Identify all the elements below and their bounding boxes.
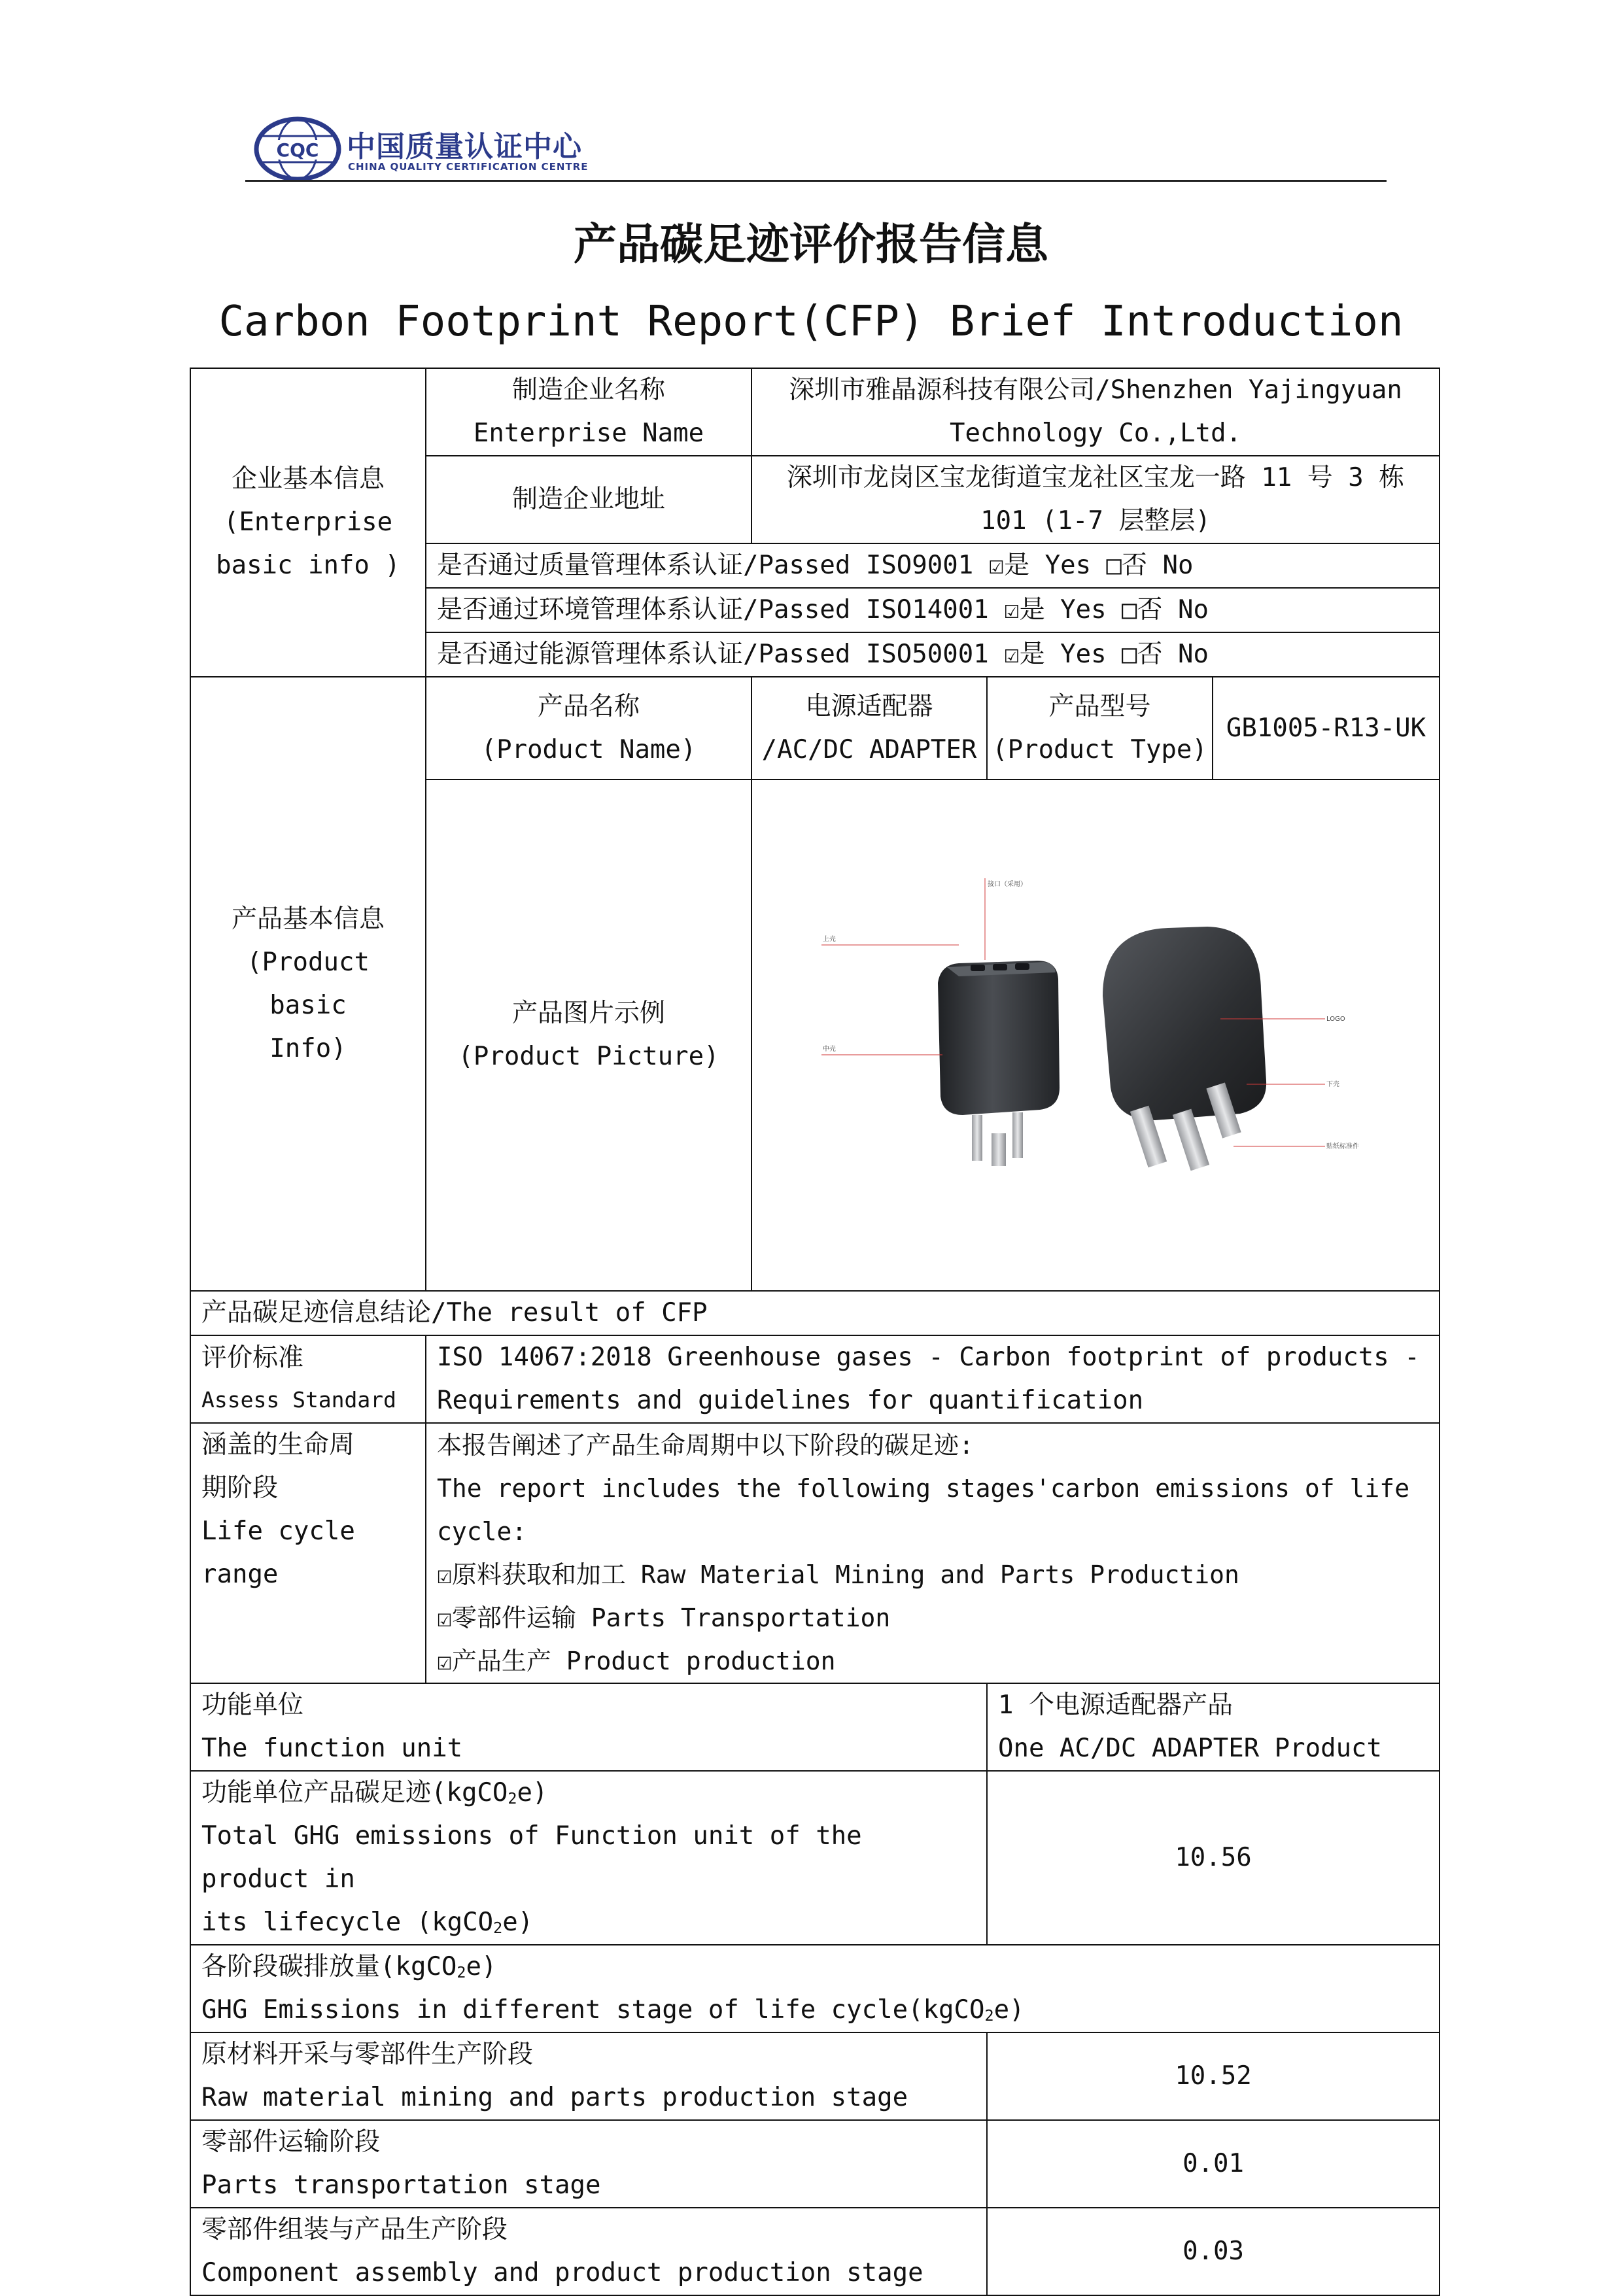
stage-production-value: 0.03: [987, 2208, 1440, 2295]
adapter-back-view: [1103, 927, 1266, 1171]
assess-standard-label: 评价标准 Assess Standard: [190, 1335, 426, 1423]
table-row: [190, 2032, 1440, 2120]
product-type-label: 产品型号 (Product Type): [987, 677, 1213, 780]
table-row: [190, 2120, 1440, 2208]
product-section-label: 产品基本信息 (Product basic Info): [190, 677, 426, 1291]
logo-name-cn: 中国质量认证中心: [347, 130, 582, 163]
enterprise-section-label: 企业基本信息 (Enterprise basic info ): [190, 368, 426, 677]
lifecycle-range-value: 本报告阐述了产品生命周期中以下阶段的碳足迹: The report includes the following stages'carbon emissions of life cycle: ☑原料获取和加工 Raw Material Mining and Parts Production ☑零部件运输 Parts Transportation ☑产品生产 Product production: [426, 1423, 1440, 1683]
function-unit-label: 功能单位 The function unit: [190, 1683, 987, 1771]
product-name-value: 电源适配器 /AC/DC ADAPTER: [751, 677, 987, 780]
adapter-product-image: [763, 780, 1440, 1290]
svg-text:CQC: CQC: [276, 139, 319, 161]
enterprise-address-value: 深圳市龙岗区宝龙街道宝龙社区宝龙一路 11 号 3 栋 101 (1-7 层整层): [751, 456, 1440, 543]
callout-label: 贴纸标准件: [1326, 1143, 1360, 1150]
stage-transport-label: 零部件运输阶段 Parts transportation stage: [190, 2120, 987, 2208]
iso9001-status: 是否通过质量管理体系认证/Passed ISO9001 ☑是 Yes □否 No: [426, 543, 1440, 588]
callout-middle-shell: 中壳: [823, 1046, 837, 1053]
total-ghg-label: 功能单位产品碳足迹(kgCO$_2$e) Total GHG emissions of Function unit of the product in its lifecycle (kgCO$_2$e): [190, 1771, 987, 1945]
table-row: [190, 1423, 1440, 1683]
cfp-report-table: [190, 368, 1440, 2296]
product-type-value: GB1005-R13-UK: [1213, 677, 1440, 780]
lifecycle-stage-item: ☑原料获取和加工 Raw Material Mining and Parts Production: [437, 1560, 1239, 1589]
page-title-cn: 产品碳足迹评价报告信息: [574, 218, 1048, 269]
product-name-label: 产品名称 (Product Name): [426, 677, 751, 780]
stage-production-label: 零部件组装与产品生产阶段 Component assembly and product production stage: [190, 2208, 987, 2295]
table-row: [190, 1771, 1440, 1945]
lifecycle-stage-item: ☑零部件运输 Parts Transportation: [437, 1603, 891, 1632]
stage-raw-material-value: 10.52: [987, 2032, 1440, 2120]
callout-lower-shell: 下壳: [1326, 1081, 1340, 1088]
table-row: [190, 1945, 1440, 2032]
product-picture-label: 产品图片示例 (Product Picture): [426, 780, 751, 1291]
lifecycle-stage-item: ☑产品生产 Product production: [437, 1647, 836, 1675]
callout-port: 接口（采用）: [988, 881, 1027, 888]
table-row: [190, 1335, 1440, 1423]
table-row: [190, 2208, 1440, 2295]
iso50001-status: 是否通过能源管理体系认证/Passed ISO50001 ☑是 Yes □否 No: [426, 632, 1440, 677]
stage-emissions-heading: 各阶段碳排放量(kgCO$_2$e) GHG Emissions in different stage of life cycle(kgCO$_2$e): [190, 1945, 1440, 2032]
cfp-result-heading: 产品碳足迹信息结论/The result of CFP: [190, 1291, 1440, 1335]
logo-name-en: CHINA QUALITY CERTIFICATION CENTRE: [348, 161, 589, 173]
enterprise-name-label: 制造企业名称 Enterprise Name: [426, 368, 751, 456]
enterprise-address-label: 制造企业地址: [426, 456, 751, 543]
picture-callouts: [821, 878, 1359, 1150]
lifecycle-range-label: 涵盖的生命周 期阶段 Life cycle range: [190, 1423, 426, 1683]
callout-logo: LOGO: [1326, 1016, 1345, 1023]
product-picture-cell: [751, 780, 1440, 1291]
header-divider: [245, 180, 1387, 182]
stage-transport-value: 0.01: [987, 2120, 1440, 2208]
table-row: [190, 368, 1440, 456]
iso14001-status: 是否通过环境管理体系认证/Passed ISO14001 ☑是 Yes □否 No: [426, 588, 1440, 632]
cqc-globe-icon: [254, 115, 342, 184]
callout-upper-shell: 上壳: [823, 936, 837, 943]
total-ghg-value: 10.56: [987, 1771, 1440, 1945]
stage-raw-material-label: 原材料开采与零部件生产阶段 Raw material mining and parts production stage: [190, 2032, 987, 2120]
page-title-en: Carbon Footprint Report(CFP) Brief Introduction: [218, 298, 1404, 346]
cqc-logo: [254, 115, 594, 187]
function-unit-value: 1 个电源适配器产品 One AC/DC ADAPTER Product: [987, 1683, 1440, 1771]
table-row: [190, 1291, 1440, 1335]
assess-standard-value: ISO 14067:2018 Greenhouse gases - Carbon footprint of products - Requirements and guidelines for quantification: [426, 1335, 1440, 1423]
adapter-front-view: [938, 961, 1060, 1166]
table-row: [190, 677, 1440, 780]
table-row: [190, 1683, 1440, 1771]
enterprise-name-value: 深圳市雅晶源科技有限公司/Shenzhen Yajingyuan Technology Co.,Ltd.: [751, 368, 1440, 456]
product-picture: [763, 780, 1428, 1290]
